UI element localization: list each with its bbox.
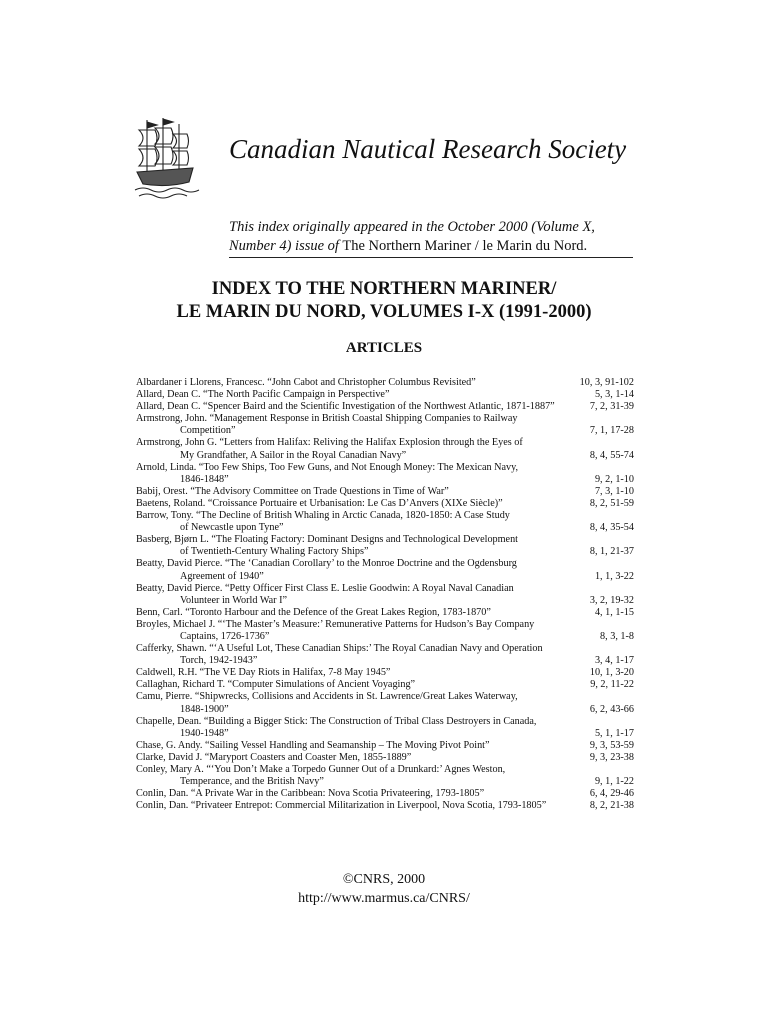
volume-reference: 4, 1, 1-15: [594, 606, 634, 618]
article-entry: [136, 716, 634, 740]
article-citation: [136, 764, 589, 788]
article-citation: [136, 716, 589, 740]
article-entry: [136, 401, 634, 413]
article-citation: [136, 607, 589, 619]
article-entry: [136, 607, 634, 619]
article-citation: [136, 558, 589, 582]
citation-line: of Twentieth-Century Whaling Factory Ships”: [180, 546, 369, 558]
citation-line: Babij, Orest. “The Advisory Committee on Trade Questions in Time of War”: [136, 485, 449, 497]
citation-line: My Grandfather, A Sailor in the Royal Canadian Navy”: [180, 449, 407, 461]
article-citation: [136, 752, 584, 764]
journal-name: The Northern Mariner / le Marin du Nord.: [342, 238, 588, 254]
page-title: [0, 278, 768, 324]
citation-line: of Newcastle upon Tyne”: [180, 522, 284, 534]
volume-reference: 7, 1, 17-28: [589, 425, 634, 437]
volume-reference: 3, 4, 1-17: [594, 655, 634, 667]
citation-line: Basberg, Bjørn L. “The Floating Factory: Dominant Designs and Technological Development: [136, 534, 518, 546]
citation-line: 1940-1948”: [180, 727, 229, 739]
citation-line: Conley, Mary A. “‘You Don’t Make a Torpedo Gunner Out of a Drunkard:’ Agnes Weston,: [136, 764, 506, 775]
citation-line: Barrow, Tony. “The Decline of British Whaling in Arctic Canada, 1820-1850: A Case Study: [136, 510, 510, 522]
volume-reference: 7, 3, 1-10: [594, 485, 634, 497]
volume-reference: 1, 1, 3-22: [594, 570, 634, 582]
citation-line: Volunteer in World War I”: [180, 594, 287, 606]
article-entry: [136, 667, 634, 679]
article-citation: [136, 691, 584, 715]
article-citation: [136, 619, 594, 643]
citation-line: Beatty, David Pierce. “The ‘Canadian Corollary’ to the Monroe Doctrine and the Ogdensburg: [136, 558, 517, 570]
article-entry: [136, 437, 634, 461]
citation-line: Allard, Dean C. “The North Pacific Campaign in Perspective”: [136, 389, 390, 401]
volume-reference: 5, 3, 1-14: [594, 389, 634, 401]
volume-reference: 8, 4, 35-54: [589, 522, 634, 534]
citation-line: Armstrong, John. “Management Response in British Coastal Shipping Companies to Railway: [136, 413, 518, 425]
citation-line: Allard, Dean C. “Spencer Baird and the Scientific Investigation of the Northwest Atlantic, 1871-1887”: [136, 401, 555, 413]
citation-line: Benn, Carl. “Toronto Harbour and the Defence of the Great Lakes Region, 1783-1870”: [136, 606, 491, 618]
volume-reference: 10, 1, 3-20: [589, 667, 634, 679]
footer-url[interactable]: http://www.marmus.ca/CNRS/: [298, 891, 470, 906]
citation-line: Temperance, and the British Navy”: [180, 776, 324, 788]
article-entry: [136, 389, 634, 401]
volume-reference: 6, 4, 29-46: [589, 788, 634, 800]
article-citation: [136, 437, 584, 461]
volume-reference: 8, 2, 51-59: [589, 497, 634, 509]
article-citation: [136, 401, 584, 413]
citation-line: Captains, 1726-1736”: [180, 630, 270, 642]
citation-line: 1848-1900”: [180, 703, 229, 715]
citation-line: Conlin, Dan. “A Private War in the Caribbean: Nova Scotia Privateering, 1793-1805”: [136, 788, 485, 800]
citation-line: Clarke, David J. “Maryport Coasters and Coaster Men, 1855-1889”: [136, 751, 412, 763]
volume-reference: 5, 1, 1-17: [594, 727, 634, 739]
article-entry: [136, 679, 634, 691]
section-heading: ARTICLES: [345, 340, 423, 356]
article-citation: [136, 583, 584, 607]
origin-note-text: This index originally appeared in the October 2000 (Volume X, Number 4) issue of: [229, 219, 595, 254]
article-citation: [136, 643, 589, 667]
title-line-2: LE MARIN DU NORD, VOLUMES I-X (1991-2000): [176, 302, 592, 322]
citation-line: Baetens, Roland. “Croissance Portuaire et Urbanisation: Le Cas D’Anvers (XIXe Siècle)”: [136, 497, 503, 509]
volume-reference: 8, 2, 21-38: [589, 800, 634, 812]
volume-reference: 8, 3, 1-8: [600, 630, 634, 642]
article-entry: [136, 691, 634, 715]
article-entry: [136, 534, 634, 558]
article-entry: [136, 558, 634, 582]
article-citation: [136, 486, 589, 498]
title-line-1: INDEX TO THE NORTHERN MARINER/: [211, 279, 557, 299]
article-entry: [136, 486, 634, 498]
origin-note: [229, 218, 633, 256]
citation-line: Camu, Pierre. “Shipwrecks, Collisions and Accidents in St. Lawrence/Great Lakes Waterway,: [136, 691, 518, 703]
volume-reference: 9, 2, 1-10: [594, 473, 634, 485]
volume-reference: 8, 4, 55-74: [589, 449, 634, 461]
article-entry: [136, 583, 634, 607]
article-entry: [136, 800, 634, 812]
citation-line: Callaghan, Richard T. “Computer Simulations of Ancient Voyaging”: [136, 679, 416, 691]
citation-line: Armstrong, John G. “Letters from Halifax: Reliving the Halifax Explosion through the Eyes of: [136, 437, 523, 449]
article-entry: [136, 643, 634, 667]
article-list: [136, 377, 634, 812]
ship-logo-icon: [133, 116, 205, 202]
citation-line: Agreement of 1940”: [180, 570, 264, 582]
citation-line: Caldwell, R.H. “The VE Day Riots in Halifax, 7-8 May 1945”: [136, 667, 391, 679]
article-citation: [136, 510, 584, 534]
volume-reference: 3, 2, 19-32: [589, 594, 634, 606]
citation-line: Beatty, David Pierce. “Petty Officer First Class E. Leslie Goodwin: A Royal Naval Canadian: [136, 582, 514, 594]
volume-reference: 7, 2, 31-39: [589, 401, 634, 413]
article-entry: [136, 619, 634, 643]
article-citation: [136, 498, 584, 510]
article-entry: [136, 498, 634, 510]
citation-line: Arnold, Linda. “Too Few Ships, Too Few Guns, and Not Enough Money: The Mexican Navy,: [136, 461, 519, 473]
citation-line: Torch, 1942-1943”: [180, 655, 258, 667]
article-entry: [136, 377, 634, 389]
citation-line: Broyles, Michael J. “‘The Master’s Measure:’ Remunerative Patterns for Hudson’s Bay Company: [136, 618, 535, 630]
citation-line: Chapelle, Dean. “Building a Bigger Stick: The Construction of Tribal Class Destroyers in Canada,: [136, 715, 537, 727]
copyright: ©CNRS, 2000: [342, 872, 426, 887]
article-citation: [136, 788, 584, 800]
citation-line: Competition”: [180, 425, 236, 437]
article-citation: [136, 389, 589, 401]
article-entry: [136, 740, 634, 752]
volume-reference: 9, 1, 1-22: [594, 776, 634, 788]
volume-reference: 9, 3, 23-38: [589, 751, 634, 763]
citation-line: Chase, G. Andy. “Sailing Vessel Handling and Seamanship – The Moving Pivot Point”: [136, 739, 490, 751]
article-citation: [136, 462, 589, 486]
article-entry: [136, 788, 634, 800]
article-citation: [136, 413, 584, 437]
divider: [229, 257, 633, 258]
article-citation: [136, 740, 584, 752]
citation-line: 1846-1848”: [180, 473, 229, 485]
article-citation: [136, 534, 584, 558]
volume-reference: 9, 2, 11-22: [590, 679, 634, 691]
article-entry: [136, 462, 634, 486]
citation-line: Cafferky, Shawn. “‘A Useful Lot, These Canadian Ships:’ The Royal Canadian Navy and Operation: [136, 643, 543, 655]
citation-line: Albardaner i Llorens, Francesc. “John Cabot and Christopher Columbus Revisited”: [136, 377, 476, 388]
article-citation: [136, 800, 584, 812]
article-citation: [136, 667, 584, 679]
article-citation: [136, 679, 584, 691]
society-name: Canadian Nautical Research Society: [229, 134, 627, 164]
volume-reference: 8, 1, 21-37: [589, 546, 634, 558]
article-entry: [136, 510, 634, 534]
article-entry: [136, 752, 634, 764]
article-citation: [136, 377, 574, 389]
volume-reference: 10, 3, 91-102: [579, 377, 634, 388]
citation-line: Conlin, Dan. “Privateer Entrepot: Commercial Militarization in Liverpool, Nova Scotia, 1793-1805”: [136, 800, 547, 812]
volume-reference: 9, 3, 53-59: [589, 739, 634, 751]
footer: [0, 870, 768, 908]
volume-reference: 6, 2, 43-66: [589, 703, 634, 715]
article-entry: [136, 413, 634, 437]
article-entry: [136, 764, 634, 788]
